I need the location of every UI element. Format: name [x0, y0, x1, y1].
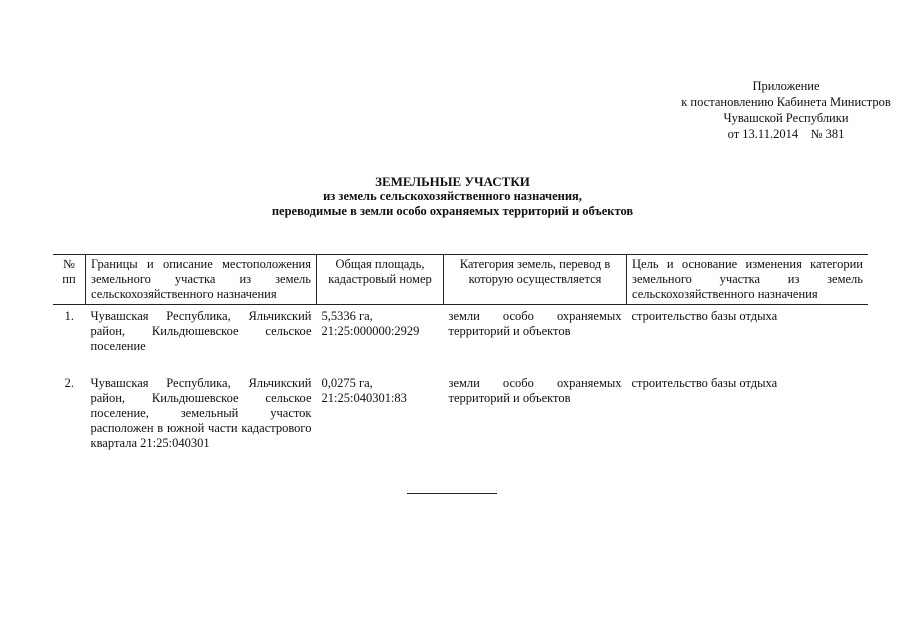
row-purpose: строительство базы отдыха: [631, 376, 778, 390]
row-num: 1.: [64, 309, 74, 323]
table-row: [53, 354, 868, 451]
end-separator-line: [407, 493, 497, 494]
header-num: № пп: [53, 255, 86, 305]
header-area: Общая площадь, кадастровый номер: [317, 255, 444, 305]
land-plots-table: [53, 254, 868, 451]
table-row: [53, 305, 868, 355]
row-boundaries: Чувашская Республика, Яльчикский район, Кильдюшевское сельское поселение, земельный участок расположен в южной части кадастрового квартала 21:25:040301: [90, 376, 312, 450]
appendix-date-number: от 13.11.2014 № 381: [727, 127, 845, 141]
row-num: 2.: [64, 376, 74, 390]
header-category: Категория земель, перевод в которую осуществляется: [444, 255, 627, 305]
appendix-block: [600, 78, 905, 142]
title-heading: ЗЕМЕЛЬНЫЕ УЧАСТКИ: [375, 174, 530, 189]
row-category: земли особо охраняемых территорий и объектов: [448, 309, 622, 338]
header-boundaries: Границы и описание местоположения земельного участка из земель сельскохозяйственного назначения: [86, 255, 317, 305]
appendix-republic: Чувашской Республики: [723, 111, 849, 125]
row-area: 5,5336 га, 21:25:000000:2929: [321, 309, 420, 338]
appendix-label: Приложение: [752, 79, 820, 93]
header-purpose: Цель и основание изменения категории земельного участка из земель сельскохозяйственного назначения: [627, 255, 869, 305]
title-subheading-2: переводимые в земли особо охраняемых территорий и объектов: [271, 204, 634, 218]
row-boundaries: Чувашская Республика, Яльчикский район, Кильдюшевское сельское поселение: [90, 309, 312, 353]
appendix-resolution: к постановлению Кабинета Министров: [681, 95, 891, 109]
document-title: [0, 174, 905, 219]
row-purpose: строительство базы отдыха: [631, 309, 778, 323]
title-subheading-1: из земель сельскохозяйственного назначения,: [323, 189, 582, 203]
row-area: 0,0275 га, 21:25:040301:83: [321, 376, 407, 405]
table-header-row: [53, 255, 868, 305]
row-category: земли особо охраняемых территорий и объектов: [448, 376, 622, 405]
